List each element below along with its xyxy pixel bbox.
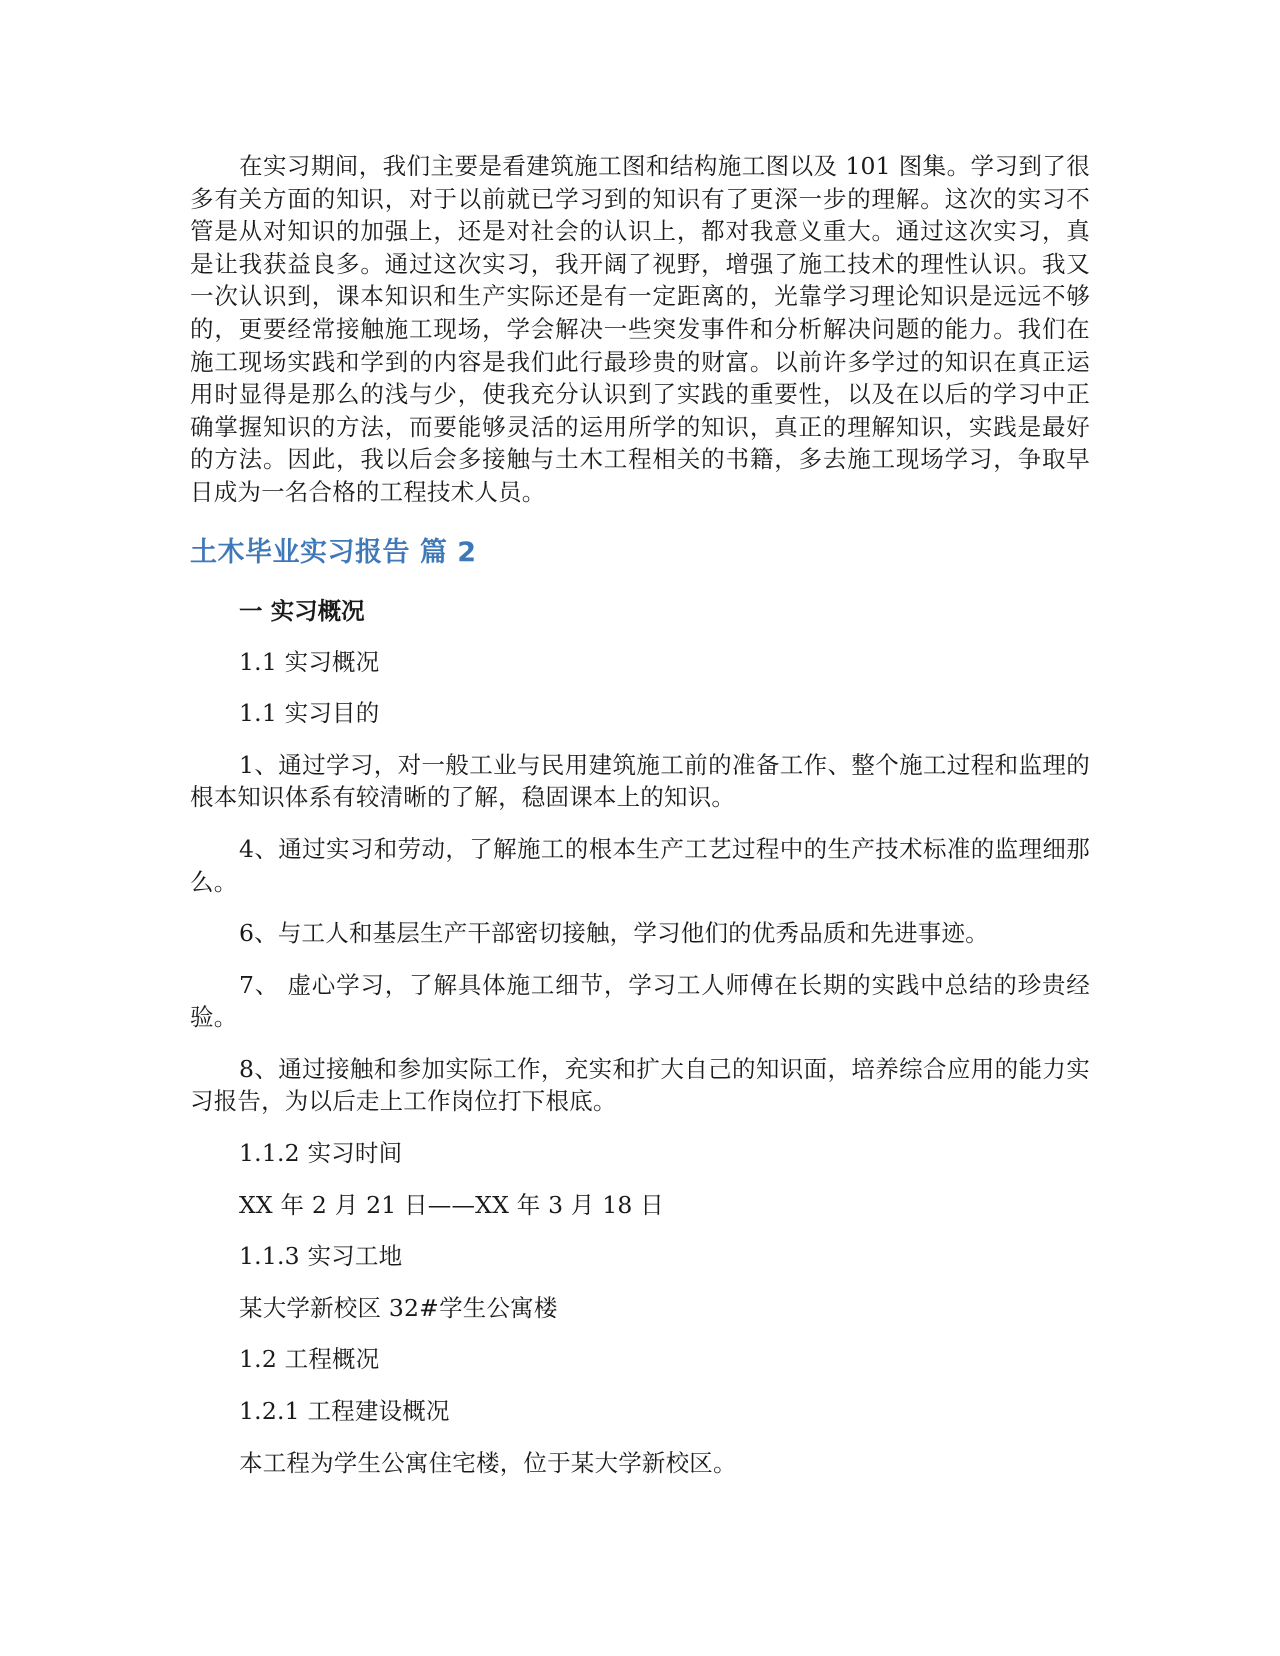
subheading-1-2-1: 1.2.1 工程建设概况 [239, 1397, 450, 1426]
section-one-title: 一 实习概况 [239, 596, 365, 625]
list-item: 1、通过学习，对一般工业与民用建筑施工前的准备工作、整个施工过程和监理的根本知识体系有较清晰的了解，稳固课本上的知识。 [190, 750, 1090, 812]
intro-paragraph: 在实习期间，我们主要是看建筑施工图和结构施工图以及 101 图集。学习到了很多有关方面的知识，对于以前就已学习到的知识有了更深一步的理解。这次的实习不管是从对知识的加强上，还是对社会的认识上，都对我意义重大。通过这次实习，真是让我获益良多。通过这次实习，我开阔了视野，增强了施工技术的理性认识。我又一次认识到，课本知识和生产实际还是有一定距离的，光靠学习理论知识是远远不够的，更要经常接触施工现场，学会解决一些突发事件和分析解决问题的能力。我们在施工现场实践和学到的内容是我们此行最珍贵的财富。以前许多学过的知识在真正运用时显得是那么的浅与少，使我充分认识到了实践的重要性，以及在以后的学习中正确掌握知识的方法，而要能够灵活的运用所学的知识，真正的理解知识，实践是最好的方法。因此，我以后会多接触与土木工程相关的书籍，多去施工现场学习，争取早日成为一名合格的工程技术人员。 [190, 152, 1090, 506]
subheading-1-2: 1.2 工程概况 [239, 1345, 380, 1374]
list-item: 7、 虚心学习，了解具体施工细节，学习工人师傅在长期的实践中总结的珍贵经验。 [190, 970, 1090, 1032]
internship-period: XX 年 2 月 21 日——XX 年 3 月 18 日 [239, 1190, 664, 1219]
list-item: 4、通过实习和劳动，了解施工的根本生产工艺过程中的生产技术标准的监理细那么。 [190, 834, 1090, 896]
subheading-1-1-2: 1.1.2 实习时间 [239, 1139, 403, 1168]
internship-site: 某大学新校区 32#学生公寓楼 [239, 1293, 558, 1322]
subheading-1-1-3: 1.1.3 实习工地 [239, 1242, 403, 1271]
list-item: 6、与工人和基层生产干部密切接触，学习他们的优秀品质和先进事迹。 [239, 919, 989, 948]
subheading-1-1-overview: 1.1 实习概况 [239, 647, 380, 676]
project-description: 本工程为学生公寓住宅楼，位于某大学新校区。 [239, 1448, 737, 1477]
subheading-1-1-purpose: 1.1 实习目的 [239, 699, 380, 728]
section-heading: 土木毕业实习报告 篇 2 [190, 536, 477, 568]
document-page [190, 150, 1090, 1479]
list-item: 8、通过接触和参加实际工作，充实和扩大自己的知识面，培养综合应用的能力实习报告，为以后走上工作岗位打下根底。 [190, 1054, 1090, 1116]
